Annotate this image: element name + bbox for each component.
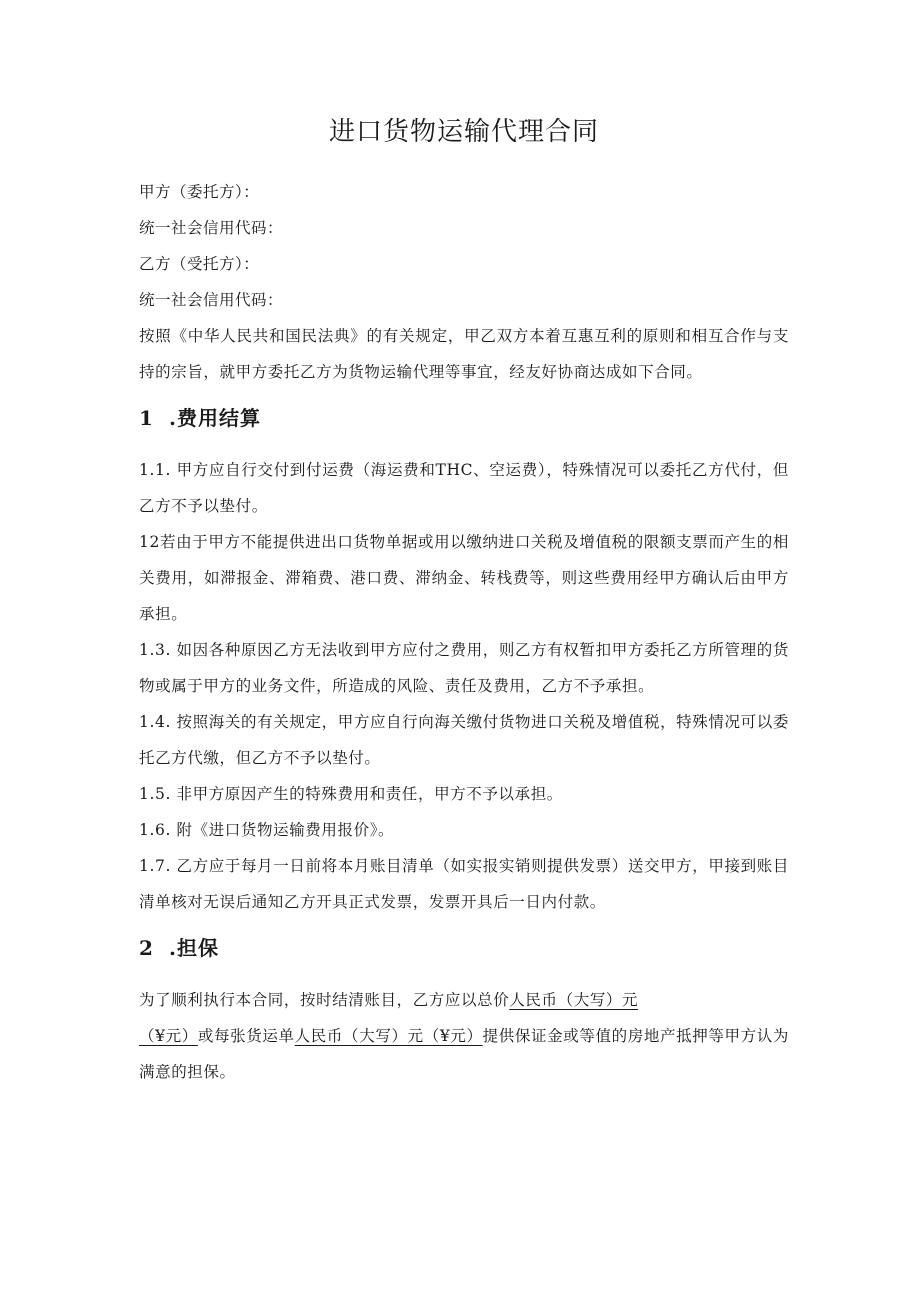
party-a-label: 甲方（委托方）：	[139, 183, 260, 201]
clause-1-1: 1.1. 甲方应自行交付到付运费（海运费和THC、空运费），特殊情况可以委托乙方代付，但乙方不予以垫付。	[139, 461, 789, 515]
contract-page	[139, 112, 789, 1090]
guarantee-text-3: 提供保证金或等值的房地产抵押等甲方认为满意的担保。	[139, 1027, 790, 1081]
guarantee-total-amount-figure: （¥元）	[139, 1027, 198, 1045]
guarantee-per-waybill-amount: 人民币（大写）元（¥元）	[294, 1027, 483, 1045]
clause-1-3: 1.3. 如因各种原因乙方无法收到甲方应付之费用，则乙方有权暂扣甲方委托乙方所管理的货物或属于甲方的业务文件，所造成的风险、责任及费用，乙方不予承担。	[139, 641, 789, 695]
guarantee-text-1: 为了顺利执行本合同，按时结清账目，乙方应以总价	[139, 991, 510, 1009]
party-b-label: 乙方（受托方）：	[139, 255, 260, 273]
clause-1-5: 1.5. 非甲方原因产生的特殊费用和责任，甲方不予以承担。	[139, 785, 563, 803]
party-a-code-label: 统一社会信用代码：	[139, 219, 284, 237]
clause-1-7: 1.7. 乙方应于每月一日前将本月账目清单（如实报实销则提供发票）送交甲方，甲接到账目清单核对无误后通知乙方开具正式发票，发票开具后一日内付款。	[139, 857, 789, 911]
clause-1-6: 1.6. 附《进口货物运输费用报价》。	[139, 821, 395, 839]
clause-1-4: 1.4. 按照海关的有关规定，甲方应自行向海关缴付货物进口关税及增值税，特殊情况可以委托乙方代缴，但乙方不予以垫付。	[139, 713, 789, 767]
intro-paragraph: 按照《中华人民共和国民法典》的有关规定，甲乙双方本着互惠互利的原则和相互合作与支持的宗旨，就甲方委托乙方为货物运输代理等事宜，经友好协商达成如下合同。	[139, 327, 789, 381]
section-2-number: 2	[139, 936, 154, 960]
section-1-heading	[139, 398, 789, 438]
guarantee-total-amount: 人民币（大写）元	[509, 991, 639, 1009]
guarantee-text-2: 或每张货运单	[197, 1027, 295, 1045]
section-1-title: .费用结算	[169, 406, 261, 430]
section-1-number: 1	[139, 406, 154, 430]
document-title: 进口货物运输代理合同	[328, 117, 599, 147]
party-b-code-label: 统一社会信用代码：	[139, 291, 284, 309]
clause-1-2: 12若由于甲方不能提供进出口货物单据或用以缴纳进口关税及增值税的限额支票而产生的相关费用，如滞报金、滞箱费、港口费、滞纳金、转栈费等，则这些费用经甲方确认后由甲方承担。	[139, 533, 789, 623]
guarantee-paragraph	[139, 982, 789, 1090]
section-2-title: .担保	[169, 936, 219, 960]
section-2-heading	[139, 928, 789, 968]
